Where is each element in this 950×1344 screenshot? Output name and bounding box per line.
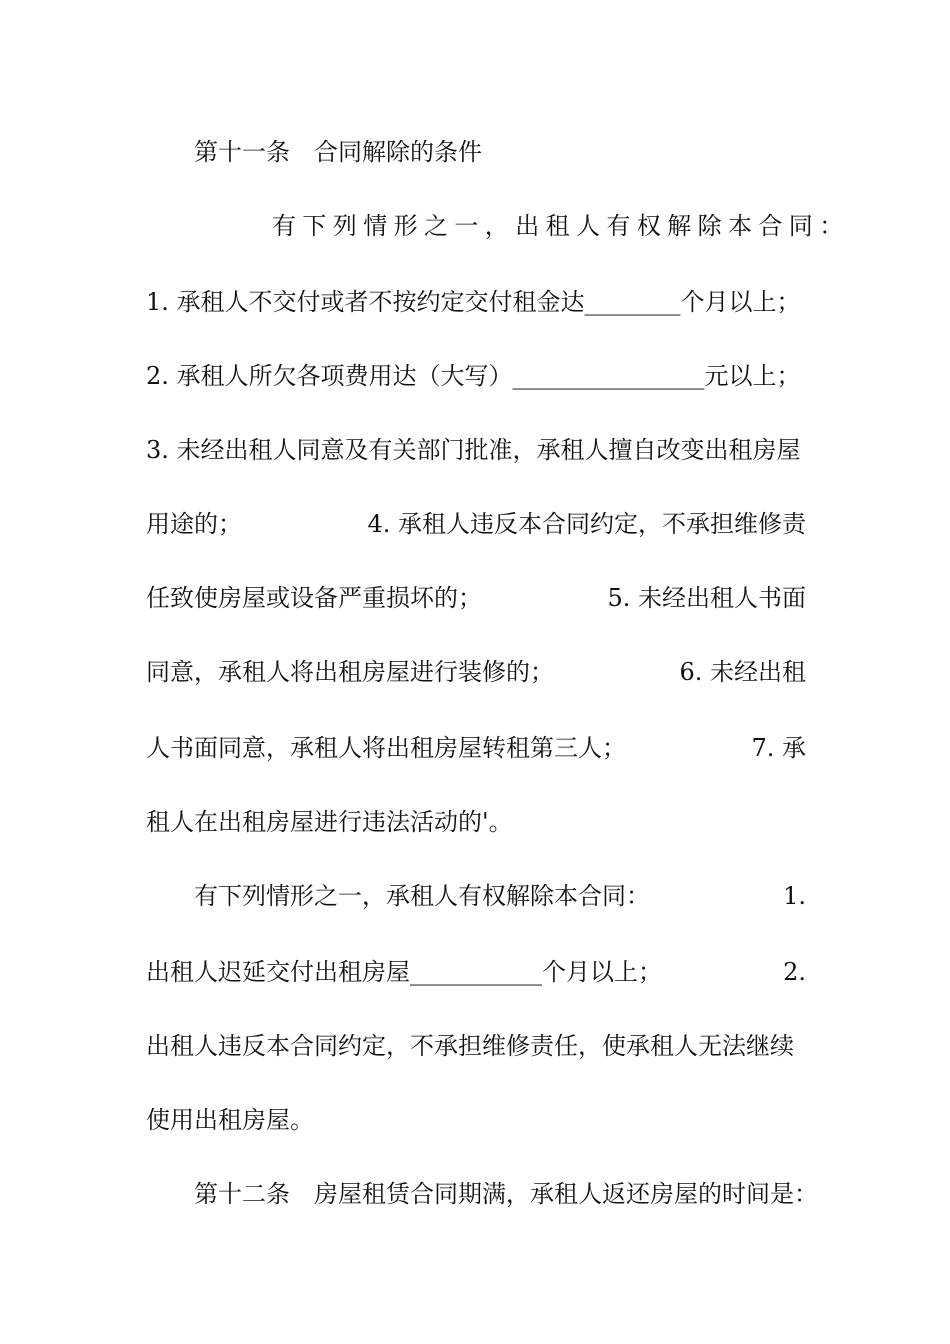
text-line-11 <box>194 878 806 914</box>
text-line-9 <box>146 730 806 766</box>
lessor-item-3: 3. 未经出租人同意及有关部门批准，承租人擅自改变出租房屋 <box>146 436 801 464</box>
lessee-item-1-number: 1. <box>783 882 806 910</box>
lessee-item-2-continuation: 使用出租房屋。 <box>146 1106 314 1134</box>
text-line-8 <box>146 654 806 690</box>
lessor-item-6: 6. 未经出租 <box>679 658 806 686</box>
lessor-item-7: 7. 承 <box>751 734 806 762</box>
lessee-item-2: 出租人违反本合同约定，不承担维修责任，使承租人无法继续 <box>146 1032 794 1060</box>
article-12-heading: 第十二条 房屋租赁合同期满，承租人返还房屋的时间是： <box>194 1180 818 1208</box>
lessee-item-2-number: 2. <box>783 958 806 986</box>
text-line-12 <box>146 954 806 990</box>
item-7-continuation: 租人在出租房屋进行违法活动的'。 <box>146 808 513 836</box>
lessee-item-1: 出租人迟延交付出租房屋___________个月以上； <box>146 958 662 986</box>
article-11-heading: 第十一条 合同解除的条件 <box>194 138 482 166</box>
lessor-termination-intro: 有下列情形之一，出租人有权解除本合同： <box>272 212 850 240</box>
item-3-continuation: 用途的； <box>146 510 242 538</box>
item-5-continuation: 同意，承租人将出租房屋进行装修的； <box>146 658 554 686</box>
text-line-6 <box>146 506 806 542</box>
lessee-termination-intro: 有下列情形之一，承租人有权解除本合同： <box>194 882 650 910</box>
lessor-item-4: 4. 承租人违反本合同约定，不承担维修责 <box>367 510 806 538</box>
item-6-continuation: 人书面同意，承租人将出租房屋转租第三人； <box>146 734 626 762</box>
item-4-continuation: 任致使房屋或设备严重损坏的； <box>146 584 482 612</box>
text-line-7 <box>146 580 806 616</box>
lessor-item-2: 2. 承租人所欠各项费用达（大写）________________元以上； <box>146 362 801 390</box>
lessor-item-1: 1. 承租人不交付或者不按约定交付租金达________个月以上； <box>146 288 801 316</box>
lessor-item-5: 5. 未经出租人书面 <box>607 584 806 612</box>
